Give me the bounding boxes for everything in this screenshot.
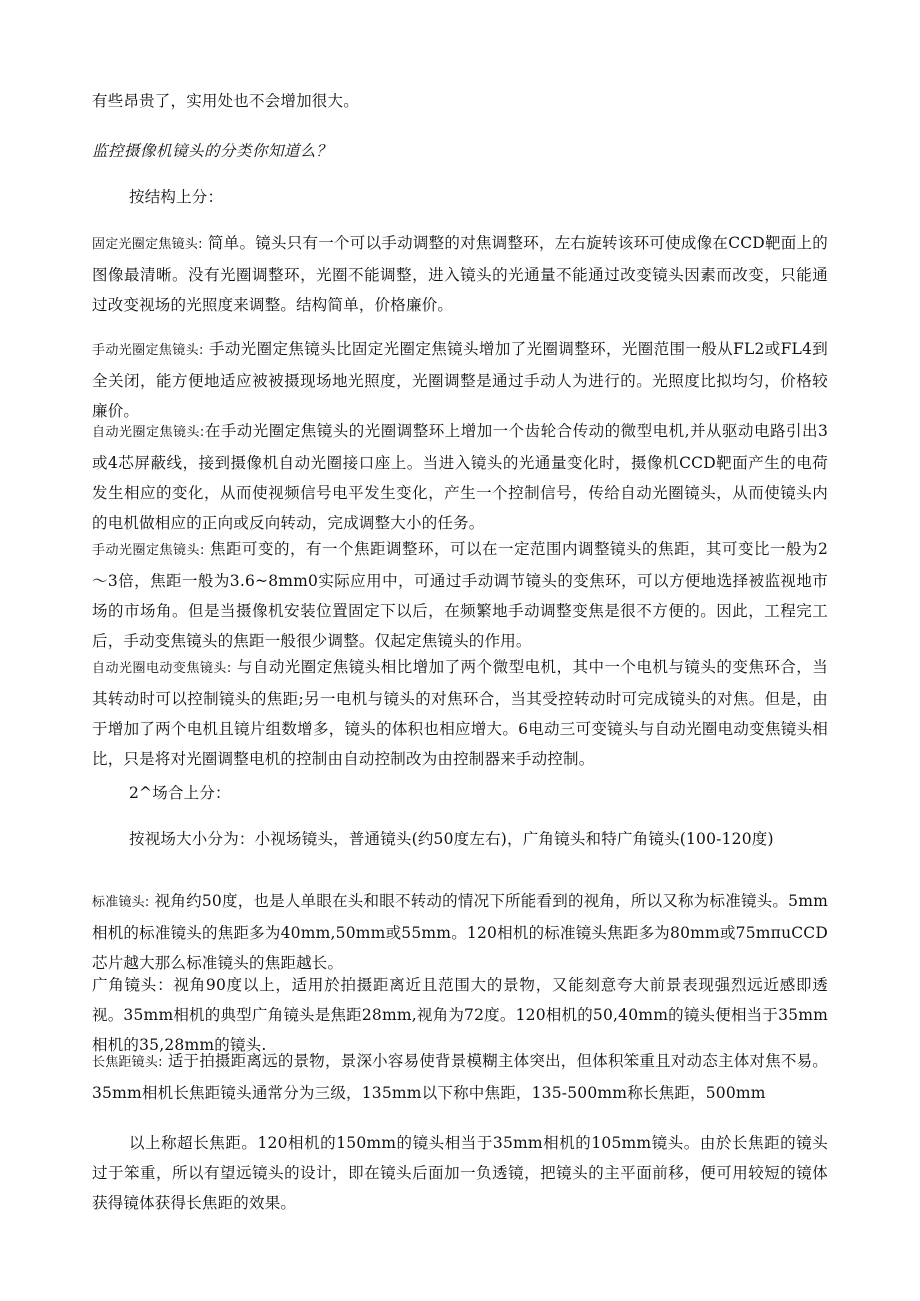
paragraph-text: 视角约50度，也是人单眼在头和眼不转动的情况下所能看到的视角，所以又称为标准镜头。5mm相机的标准镜头的焦距多为40mm,50mm或55mm。120相机的标准镜头焦距多为80mm或75mπuCCD芯片越大那么标准镜头的焦距越长。 — [92, 892, 828, 972]
term-label: 手动光圈定焦镜头: — [92, 543, 205, 558]
intro-line: 有些昂贵了，实用处也不会增加很大。 — [92, 92, 359, 110]
paragraph-text: 焦距可变的，有一个焦距调整环，可以在一定范围内调整镜头的焦距，其可变比一般为2～3倍，焦距一般为3.6~8mm0实际应用中，可通过手动调节镜头的变焦环，可以方便地选择被监视地市场的市场角。但是当摄像机安装位置固定下以后，在频繁地手动调整变焦是很不方便的。因此，工程完工后，手动变焦镜头的焦距一般很少调整。仅起定焦镜头的作用。 — [92, 540, 828, 650]
by-structure-heading: 按结构上分： — [129, 188, 224, 206]
fixed-iris-fixed-focus-paragraph — [92, 228, 828, 320]
term-label: 标准镜头: — [92, 895, 150, 910]
field-of-view-intro: 按视场大小分为：小视场镜头，普通镜头(约50度左右)，广角镜头和特广角镜头(100-120度) — [129, 830, 774, 848]
term-label: 自动光圈电动变焦镜头: — [92, 661, 232, 676]
telephoto-lens-paragraph — [92, 1046, 828, 1108]
manual-iris-fixed-focus-paragraph — [92, 334, 828, 426]
telephoto-continued-paragraph: 以上称超长焦距。120相机的150mm的镜头相当于35mm相机的105mm镜头。由於长焦距的镜头过于笨重，所以有望远镜头的设计，即在镜头后面加一负透镜，把镜头的主平面前移，便可用较短的镜体获得镜体获得长焦距的效果。 — [92, 1134, 828, 1212]
paragraph-text: 手动光圈定焦镜头比固定光圈定焦镜头增加了光圈调整环，光圈范围一般从FL2或FL4到全关闭，能方便地适应被被摄现场地光照度，光圈调整是通过手动人为进行的。光照度比拟均匀，价格较廉价。 — [92, 340, 828, 420]
standard-lens-paragraph — [92, 886, 828, 978]
wide-angle-lens-paragraph: 广角镜头：视角90度以上，适用於拍摄距离近且范围大的景物，又能刻意夸大前景表现强烈远近感即透视。35mm相机的典型广角镜头是焦距28mm,视角为72度。120相机的50,40mm的镜头便相当于35mm相机的35,28mm的镜头. — [92, 976, 828, 1054]
term-label: 自动光圈定焦镜头: — [92, 425, 205, 440]
auto-iris-motor-zoom-paragraph — [92, 652, 828, 774]
term-label: 长焦距镜头: — [92, 1055, 163, 1070]
paragraph-text: 在手动光圈定焦镜头的光圈调整环上增加一个齿轮合传动的微型电机,并从驱动电路引出3或4芯屏蔽线，接到摄像机自动光圈接口座上。当进入镜头的光通量变化时，摄像机CCD靶面产生的电荷发生相应的变化，从而使视频信号电平发生变化，产生一个控制信号，传给自动光圈镜头，从而使镜头内的电机做相应的正向或反向转动，完成调整大小的任务。 — [92, 422, 829, 532]
paragraph-text: 适于拍摄距离远的景物，景深小容易使背景模糊主体突出，但体积笨重且对动态主体对焦不易。35mm相机长焦距镜头通常分为三级，135mm以下称中焦距，135-500mm称长焦距，500mm — [92, 1052, 828, 1102]
manual-iris-zoom-paragraph — [92, 534, 828, 656]
term-label: 手动光圈定焦镜头: — [92, 343, 204, 358]
paragraph-text: 简单。镜头只有一个可以手动调整的对焦调整环，左右旋转该环可使成像在CCD靶面上的图像最清晰。没有光圈调整环，光圈不能调整，进入镜头的光通量不能通过改变镜头因素而改变，只能通过改变视场的光照度来调整。结构简单，价格廉价。 — [92, 234, 828, 314]
term-label: 固定光圈定焦镜头: — [92, 237, 203, 252]
auto-iris-fixed-focus-paragraph — [92, 416, 828, 538]
by-scene-heading: 2^场合上分： — [129, 784, 231, 802]
paragraph-text: 与自动光圈定焦镜头相比增加了两个微型电机，其中一个电机与镜头的变焦环合，当其转动时可以控制镜头的焦距;另一电机与镜头的对焦环合，当其受控转动时可完成镜头的对焦。但是，由于增加了两个电机且镜片组数增多，镜头的体积也相应增大。6电动三可变镜头与自动光圈电动变焦镜头相比，只是将对光圈调整电机的控制由自动控制改为由控制器来手动控制。 — [92, 658, 828, 768]
section-heading: 监控摄像机镜头的分类你知道么？ — [92, 142, 333, 160]
